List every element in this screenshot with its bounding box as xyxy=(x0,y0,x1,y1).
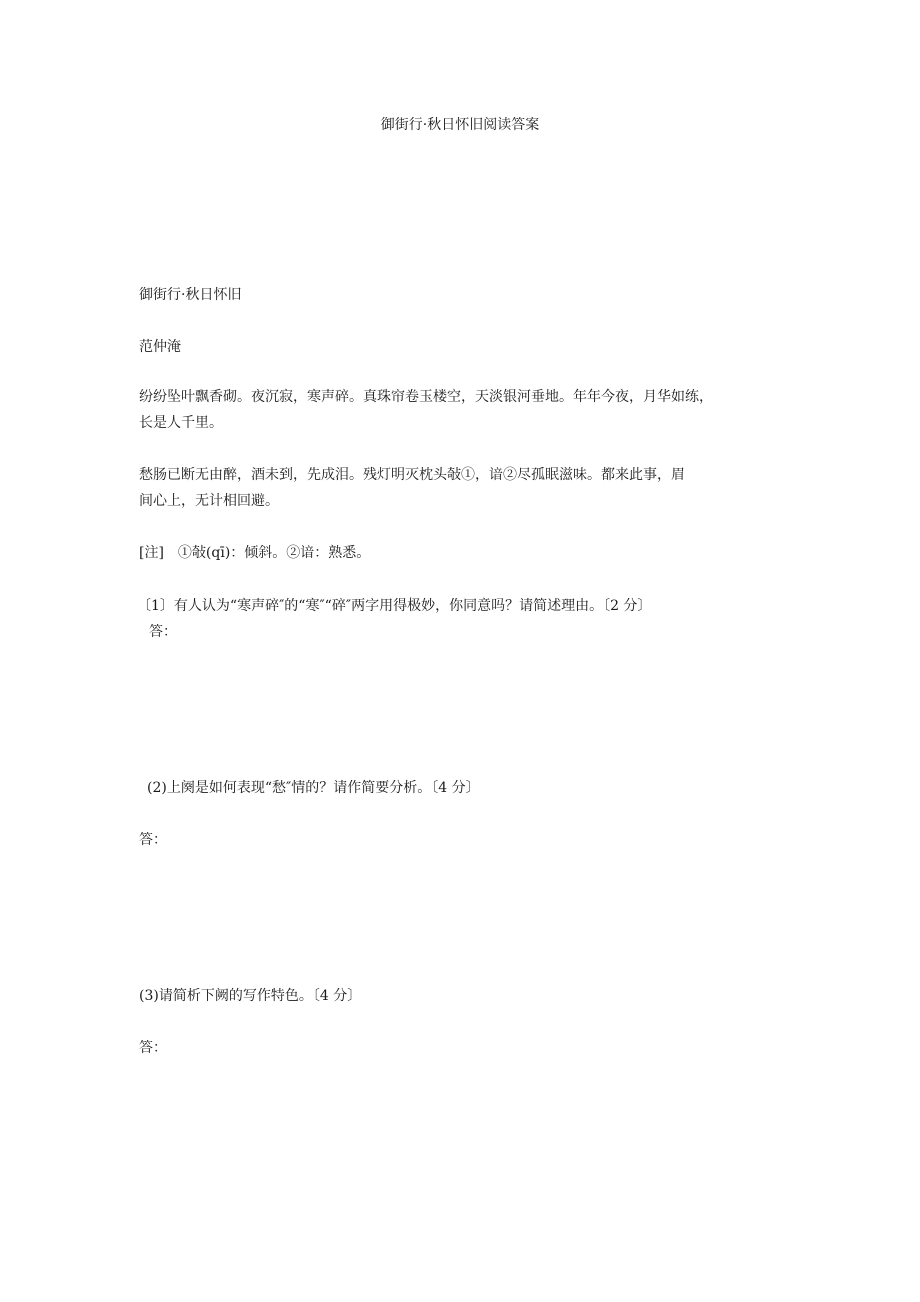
poem-author: 范仲淹 xyxy=(139,339,181,355)
poem-title: 御街行·秋日怀旧 xyxy=(139,287,242,303)
question-3-answer-label: 答： xyxy=(139,1040,167,1056)
question-1-answer-label: 答： xyxy=(149,624,177,640)
question-2: (2)上阕是如何表现“愁″情的？请作简要分析。〔4 分〕 xyxy=(147,780,480,796)
document-title: 御街行·秋日怀旧阅读答案 xyxy=(380,117,540,133)
stanza-2-line-2: 间心上，无计相回避。 xyxy=(139,493,279,509)
stanza-1-line-2: 长是人千里。 xyxy=(139,415,223,431)
stanza-2-line-1: 愁肠已断无由醉，酒未到，先成泪。残灯明灭枕头敧①，谙②尽孤眠滋味。都来此事，眉 xyxy=(139,467,685,483)
stanza-1-line-1: 纷纷坠叶飘香砌。夜沉寂，寒声碎。真珠帘卷玉楼空，天淡银河垂地。年年今夜，月华如练， xyxy=(139,389,713,405)
question-1: 〔1〕有人认为“寒声碎″的“寒″“碎″两字用得极妙，你同意吗？请简述理由。〔2 分〕 xyxy=(137,598,652,614)
annotation-note: [注] ①敧(qī)：倾斜。②谙：熟悉。 xyxy=(139,545,371,561)
question-3: (3)请简析下阙的写作特色。〔4 分〕 xyxy=(139,988,362,1004)
question-2-answer-label: 答： xyxy=(139,832,167,848)
